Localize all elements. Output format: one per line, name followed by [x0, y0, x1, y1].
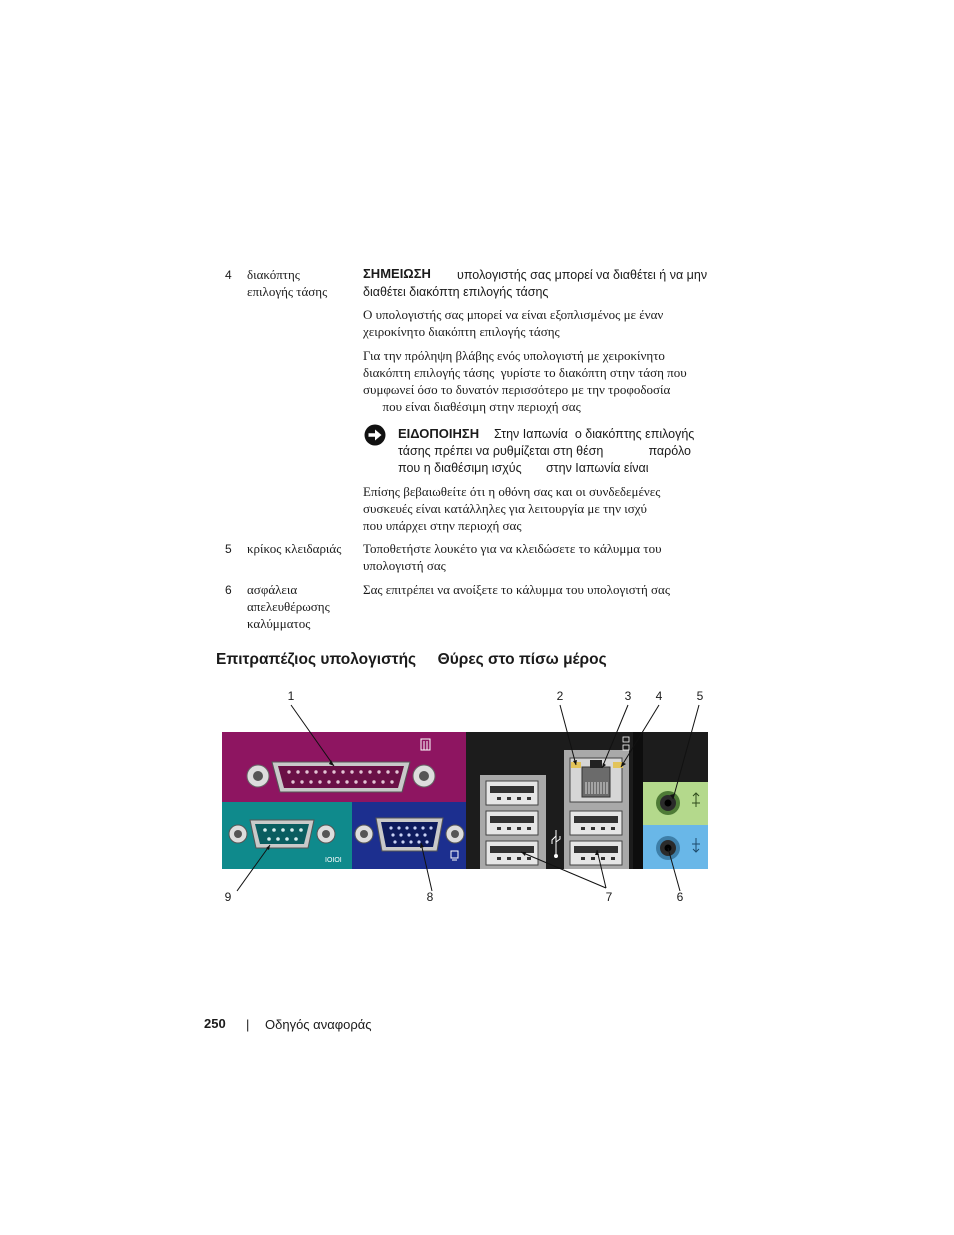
- callout-number: 7: [605, 890, 613, 904]
- callout-number: 9: [224, 890, 232, 904]
- row-number: 5: [225, 542, 232, 556]
- callout-number: 1: [287, 689, 295, 703]
- serial-icon: IOIOI: [325, 857, 342, 864]
- row-number: 4: [225, 268, 232, 282]
- closing-paragraph: Επίσης βεβαιωθείτε ότι η οθόνη σας και οι συνδεδεμένες συσκευές είναι κατάλληλες για λειτουργία με την ισχύ που υπάρχει στην περιοχή σας: [363, 484, 661, 533]
- row-description: Τοποθετήστε λουκέτο για να κλειδώσετε το κάλυμμα του υπολογιστή σας: [363, 541, 662, 573]
- notice-text-line2: τάσης πρέπει να ρυθμίζεται στη θέση παρόλο: [398, 444, 691, 458]
- paragraph: Για την πρόληψη βλάβης ενός υπολογιστή με χειροκίνητο διακόπτη επιλογής τάσης γυρίστε το διακόπτη στην τάση που συμφωνεί όσο το δυνατόν περισσότερο με την τροφοδοσία που είναι διαθέσιμη στην περιοχή σας: [363, 348, 687, 414]
- callout-number: 4: [655, 689, 663, 703]
- notice-text-line1: Στην Ιαπωνία ο διακόπτης επιλογής: [494, 427, 695, 441]
- note-heading: ΣΗΜΕΙΩΣΗ: [363, 266, 431, 281]
- callout-number: 5: [696, 689, 704, 703]
- footer-separator: |: [246, 1017, 250, 1032]
- notice-heading: ΕΙΔΟΠΟΙΗΣΗ: [398, 426, 480, 441]
- callout-number: 6: [676, 890, 684, 904]
- row-number: 6: [225, 583, 232, 597]
- page-number: 250: [204, 1016, 226, 1031]
- notice-text-line3: που η διαθέσιμη ισχύς στην Ιαπωνία είναι: [398, 461, 649, 475]
- paragraph: Ο υπολογιστής σας μπορεί να είναι εξοπλισμένος με έναν χειροκίνητο διακόπτη επιλογής τάσης: [363, 307, 664, 339]
- usb-ports-right: [564, 805, 629, 869]
- callout-number: 3: [624, 689, 632, 703]
- note-text-line2: διαθέτει διακόπτη επιλογής τάσης: [363, 285, 549, 299]
- footer-title: Οδηγός αναφοράς: [265, 1017, 372, 1032]
- callout-number: 2: [556, 689, 564, 703]
- row-label: κρίκος κλειδαριάς: [247, 541, 342, 556]
- section-title: Επιτραπέζιος υπολογιστής Θύρες στο πίσω μέρος: [216, 651, 607, 668]
- row-label: ασφάλεια απελευθέρωσης καλύμματος: [247, 582, 330, 631]
- row-label: διακόπτης επιλογής τάσης: [247, 267, 328, 299]
- line-out-jack: [656, 791, 680, 815]
- callout-number: 8: [426, 890, 434, 904]
- note-text-line1: υπολογιστής σας μπορεί να διαθέτει ή να μην: [457, 268, 708, 282]
- usb-ports-left: [480, 775, 546, 869]
- row-description: Σας επιτρέπει να ανοίξετε το κάλυμμα του υπολογιστή σας: [363, 582, 670, 597]
